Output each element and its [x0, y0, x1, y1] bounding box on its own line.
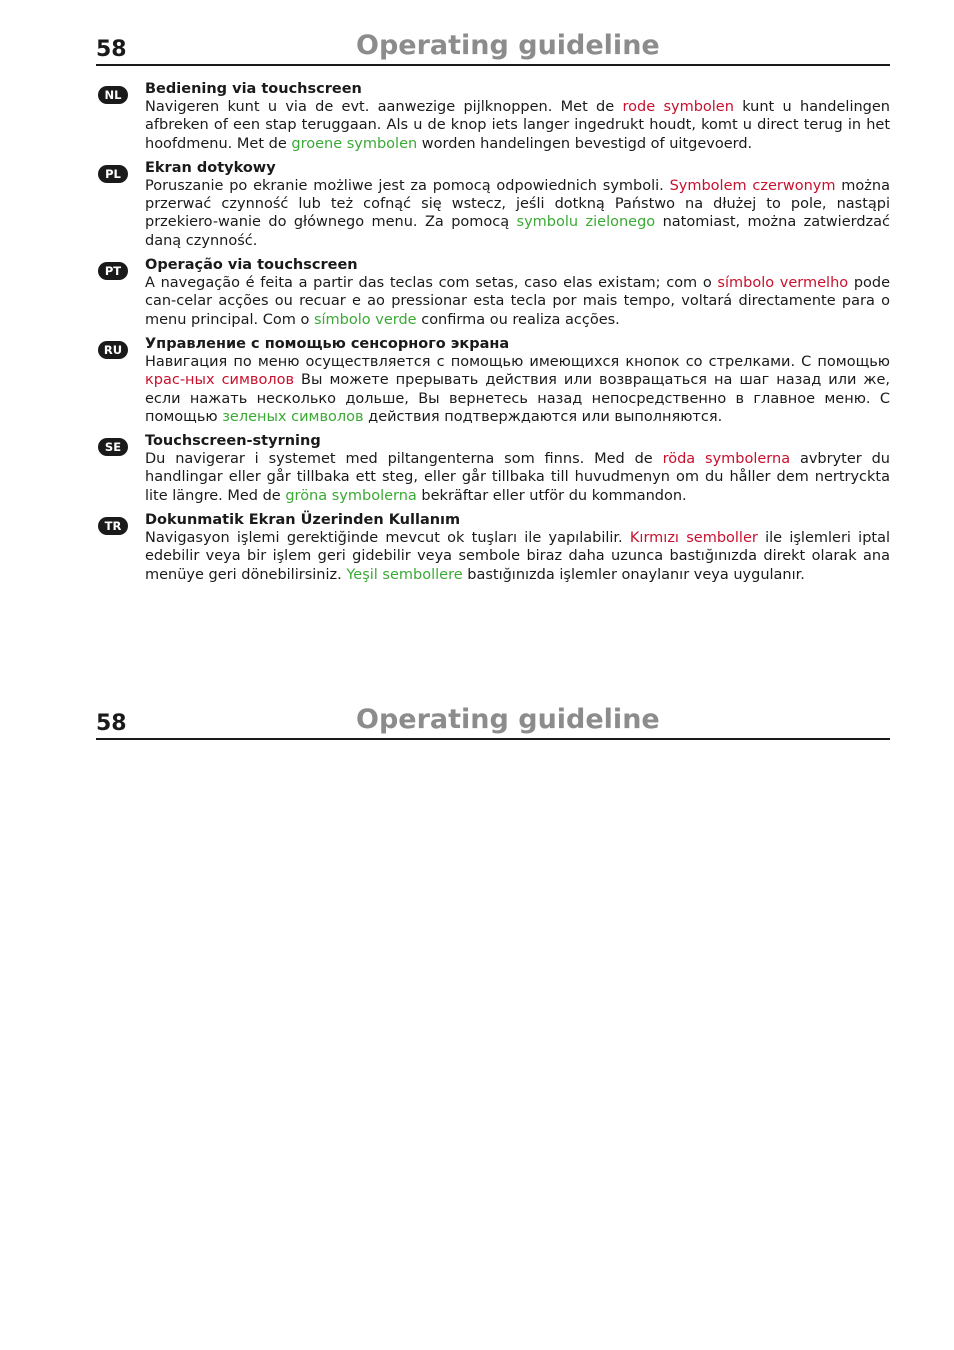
- body-text: Вы можете прерывать действия или возвращаться на шаг назад или же, если нажать несколько дольше, Вы вернетесь назад непосредственно в главное меню. С помощью: [145, 372, 891, 425]
- section-body: [145, 450, 890, 505]
- section-heading: Ekran dotykowy: [145, 159, 276, 176]
- red-symbols-text: röda symbolerna: [662, 451, 791, 468]
- body-text: kunt u handelingen afbreken of een stap teruggaan. Als u de knop iets langer ingedrukt houdt, komt u direct terug in het hoofdmenu. Met de: [145, 99, 890, 152]
- body-text: ile işlemleri iptal edebilir veya bir işlem geri gidebilir veya sembole biraz daha uzunca bastığınızda direkt olarak ana menüye geri dönebilirsiniz.: [145, 530, 891, 583]
- body-text: avbryter du handlingar eller går tillbaka ett steg, eller går tillbaka till huvudmenyn om du håller dem nertryckta lite längre. Med de: [145, 451, 890, 504]
- body-text: A navegação é feita a partir das teclas com setas, caso elas existam; com o: [145, 275, 718, 292]
- red-symbols-text: Symbolem czerwonym: [669, 177, 836, 194]
- body-text: można przerwać czynność lub też cofnąć się wstecz, jeśli dotkną Państwo na dłużej to pole, nastąpi przekiero-wanie do głównego menu. Za pomocą: [145, 177, 890, 231]
- section-body: [145, 274, 890, 329]
- body-text: Navigeren kunt u via de evt. aanwezige pijlknoppen. Met de: [145, 99, 623, 115]
- page-number: 58: [96, 711, 127, 736]
- section-se: [96, 432, 890, 505]
- body-text: Navigasyon işlemi gerektiğinde mevcut ok tuşları ile yapılabilir.: [145, 530, 630, 547]
- page-header-bottom: [96, 704, 890, 740]
- page-title: Operating guideline: [356, 704, 660, 735]
- body-text: действия подтверждаются или выполняются.: [363, 408, 723, 425]
- body-text: Навигация по меню осуществляется с помощью имеющихся кнопок со стрелками. С помощью: [145, 353, 890, 370]
- body-text: worden handelingen bevestigd of uitgevoerd.: [417, 135, 753, 152]
- section-pl: [96, 159, 890, 250]
- language-badge-ru: RU: [98, 341, 128, 359]
- section-body: [145, 529, 890, 584]
- section-nl: [96, 80, 890, 153]
- body-text: Du navigerar i systemet med piltangenterna som finns. Med de: [145, 451, 663, 468]
- green-symbols-text: Yeşil sembollere: [346, 566, 463, 583]
- body-text: Poruszanie po ekranie możliwe jest za pomocą odpowiednich symboli.: [145, 177, 670, 194]
- body-text: natomiast, można zatwierdzać daną czynność.: [145, 214, 890, 249]
- language-badge-tr: TR: [98, 517, 128, 535]
- green-symbols-text: símbolo verde: [313, 311, 417, 328]
- page-number: 58: [96, 37, 127, 62]
- page-title: Operating guideline: [356, 30, 660, 61]
- language-badge-nl: NL: [98, 86, 128, 104]
- red-symbols-text: rode symbolen: [622, 99, 734, 115]
- section-heading: Dokunmatik Ekran Üzerinden Kullanım: [145, 512, 461, 529]
- section-ru: [96, 335, 890, 426]
- green-symbols-text: groene symbolen: [291, 135, 418, 152]
- section-body: [145, 177, 890, 250]
- section-heading: Operação via touchscreen: [145, 257, 358, 274]
- green-symbols-text: gröna symbolerna: [285, 487, 417, 504]
- section-heading: Bediening via touchscreen: [145, 81, 362, 97]
- section-body: [145, 98, 890, 153]
- body-text: bastığınızda işlemler onaylanır veya uygulanır.: [462, 566, 805, 583]
- language-sections: [96, 80, 890, 590]
- language-badge-pt: PT: [98, 262, 128, 280]
- body-text: confirma ou realiza acções.: [416, 311, 620, 328]
- red-symbols-text: крас-ных символов: [145, 372, 295, 389]
- section-pt: [96, 256, 890, 329]
- section-heading: Touchscreen-styrning: [145, 433, 321, 450]
- body-text: pode can-celar acções ou recuar e ao pressionar esta tecla por mais tempo, voltará directamente para o menu principal. Com o: [145, 275, 891, 328]
- red-symbols-text: símbolo vermelho: [717, 275, 849, 292]
- language-badge-pl: PL: [98, 165, 128, 183]
- green-symbols-text: зеленых символов: [222, 408, 364, 425]
- section-heading: Управление с помощью сенсорного экрана: [145, 335, 510, 352]
- green-symbols-text: symbolu zielonego: [516, 214, 656, 231]
- body-text: bekräftar eller utför du kommandon.: [416, 487, 687, 504]
- page-header-top: [96, 30, 890, 66]
- language-badge-se: SE: [98, 438, 128, 456]
- red-symbols-text: Kırmızı semboller: [629, 530, 758, 547]
- section-tr: [96, 511, 890, 584]
- section-body: [145, 353, 890, 426]
